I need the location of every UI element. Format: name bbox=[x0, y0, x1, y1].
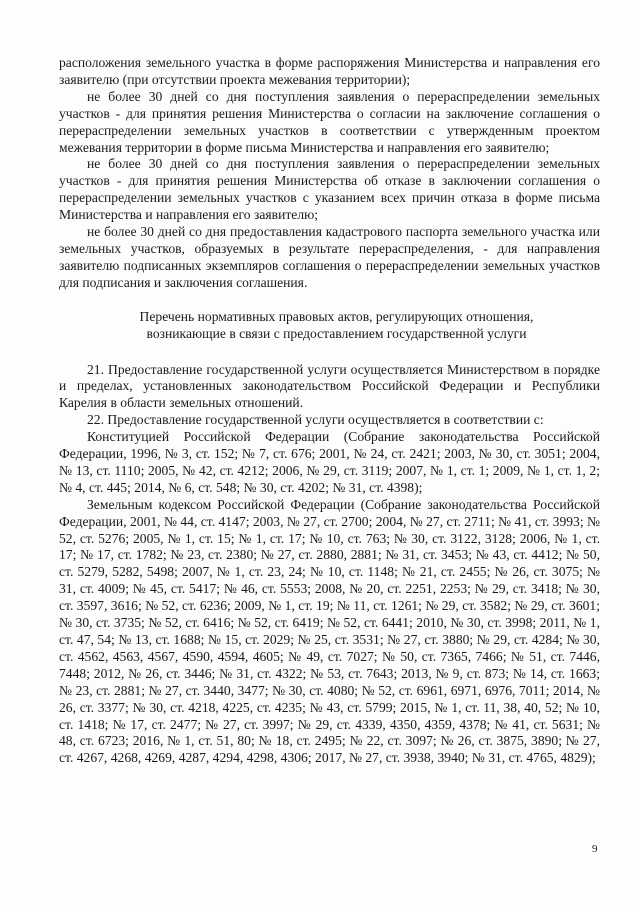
page-number: 9 bbox=[592, 843, 598, 855]
paragraph-22: 22. Предоставление государственной услуги осуществляется в соответствии с: bbox=[87, 412, 544, 428]
document-body bbox=[59, 55, 600, 767]
section-heading-line-2: возникающие в связи с предоставлением государственной услуги bbox=[146, 325, 527, 341]
paragraph-constitution: Конституцией Российской Федерации (Собрание законодательства Российской Федерации, 1996, № 3, ст. 152; № 7, ст. 676; 2001, № 24, ст. 2421; 2003, № 30, ст. 3051; 2004, № 13, ст. 1110; 2005, № 42, ст. 4212; 2006, № 29, ст. 3119; 2007, № 1, ст. 1; 2009, № 1, ст. 1, 2; № 4, ст. 445; 2014, № 6, ст. 548; № 30, ст. 4202; № 31, ст. 4398); bbox=[59, 429, 600, 495]
spacer bbox=[59, 343, 600, 362]
paragraph-land-code: Земельным кодексом Российской Федерации (Собрание законодательства Российской Федерации, 2001, № 44, ст. 4147; 2003, № 27, ст. 2700; 2004, № 27, ст. 2711; № 41, ст. 3993; № 52, ст. 5276; 2005, № 1, ст. 15; № 1, ст. 17; № 10, ст. 763; № 30, ст. 3122, 3128; 2006, № 1, ст. 17; № 17, ст. 1782; № 23, ст. 2380; № 27, ст. 2880, 2881; № 31, ст. 3453; № 43, ст. 4412; № 50, ст. 5279, 5282, 5498; 2007, № 1, ст. 23, 24; № 10, ст. 1148; № 21, ст. 2455; № 26, ст. 3075; № 31, ст. 4009; № 45, ст. 5417; № 46, ст. 5553; 2008, № 20, ст. 2251, 2253; № 29, ст. 3418; № 30, ст. 3597, 3616; № 52, ст. 6236; 2009, № 1, ст. 19; № 11, ст. 1261; № 29, ст. 3582; № 29, ст. 3601; № 30, ст. 3735; № 52, ст. 6416; № 52, ст. 6419; № 52, ст. 6441; 2010, № 30, ст. 3998; 2011, № 1, ст. 47, 54; № 13, ст. 1688; № 15, ст. 2029; № 25, ст. 3531; № 27, ст. 3880; № 29, ст. 4284; № 30, ст. 4562, 4563, 4567, 4590, 4594, 4605; № 49, ст. 7027; № 50, ст. 7365, 7466; № 51, ст. 7446, 7448; 2012, № 26, ст. 3446; № 31, ст. 4322; № 53, ст. 7643; 2013, № 9, ст. 873; № 14, ст. 1663; № 23, ст. 2881; № 27, ст. 3440, 3477; № 30, ст. 4080; № 52, ст. 6961, 6971, 6976, 7011; 2014, № 26, ст. 3377; № 30, ст. 4218, 4225, ст. 4235; № 43, ст. 5799; 2015, № 1, ст. 11, 38, 40, 52; № 10, ст. 1418; № 17, ст. 2477; № 27, ст. 3997; № 29, ст. 4339, 4350, 4359, 4378; № 41, ст. 5631; № 48, ст. 6723; 2016, № 1, ст. 51, 80; № 18, ст. 2495; № 22, ст. 3097; № 26, ст. 3875, 3890; № 27, ст. 4267, 4268, 4269, 4287, 4294, 4298, 4306; 2017, № 27, ст. 3938, 3940; № 31, ст. 4765, 4829); bbox=[59, 496, 600, 766]
spacer bbox=[59, 292, 600, 309]
section-heading-line-1: Перечень нормативных правовых актов, регулирующих отношения, bbox=[139, 308, 534, 324]
paragraph-land-plot-order: расположения земельного участка в форме распоряжения Министерства и направления его заявителю (при отсутствии проекта межевания территории); bbox=[59, 55, 600, 87]
paragraph-21: 21. Предоставление государственной услуги осуществляется Министерством в порядке и пределах, установленных законодательством Российской Федерации и Республики Карелия в области земельных отношений. bbox=[59, 361, 600, 411]
paragraph-signed-agreement: не более 30 дней со дня предоставления кадастрового паспорта земельного участка или земельных участков, образуемых в результате перераспределения, - для направления заявителю подписанных экземпляров соглашения о перераспределении земельных участков для подписания и заключения соглашения. bbox=[59, 224, 600, 290]
paragraph-refusal-decision: не более 30 дней со дня поступления заявления о перераспределении земельных участков - для принятия решения Министерства об отказе в заключении соглашения о перераспределении земельных участков с указанием всех причин отказа в форме письма Министерства и направления его заявителю; bbox=[59, 156, 600, 223]
paragraph-consent-decision: не более 30 дней со дня поступления заявления о перераспределении земельных участков - для принятия решения Министерства о согласии на заключение соглашения о перераспределении земельных участков в соответствии с утвержденным проектом межевания территории в форме письма Министерства и направления его заявителю; bbox=[59, 88, 600, 155]
